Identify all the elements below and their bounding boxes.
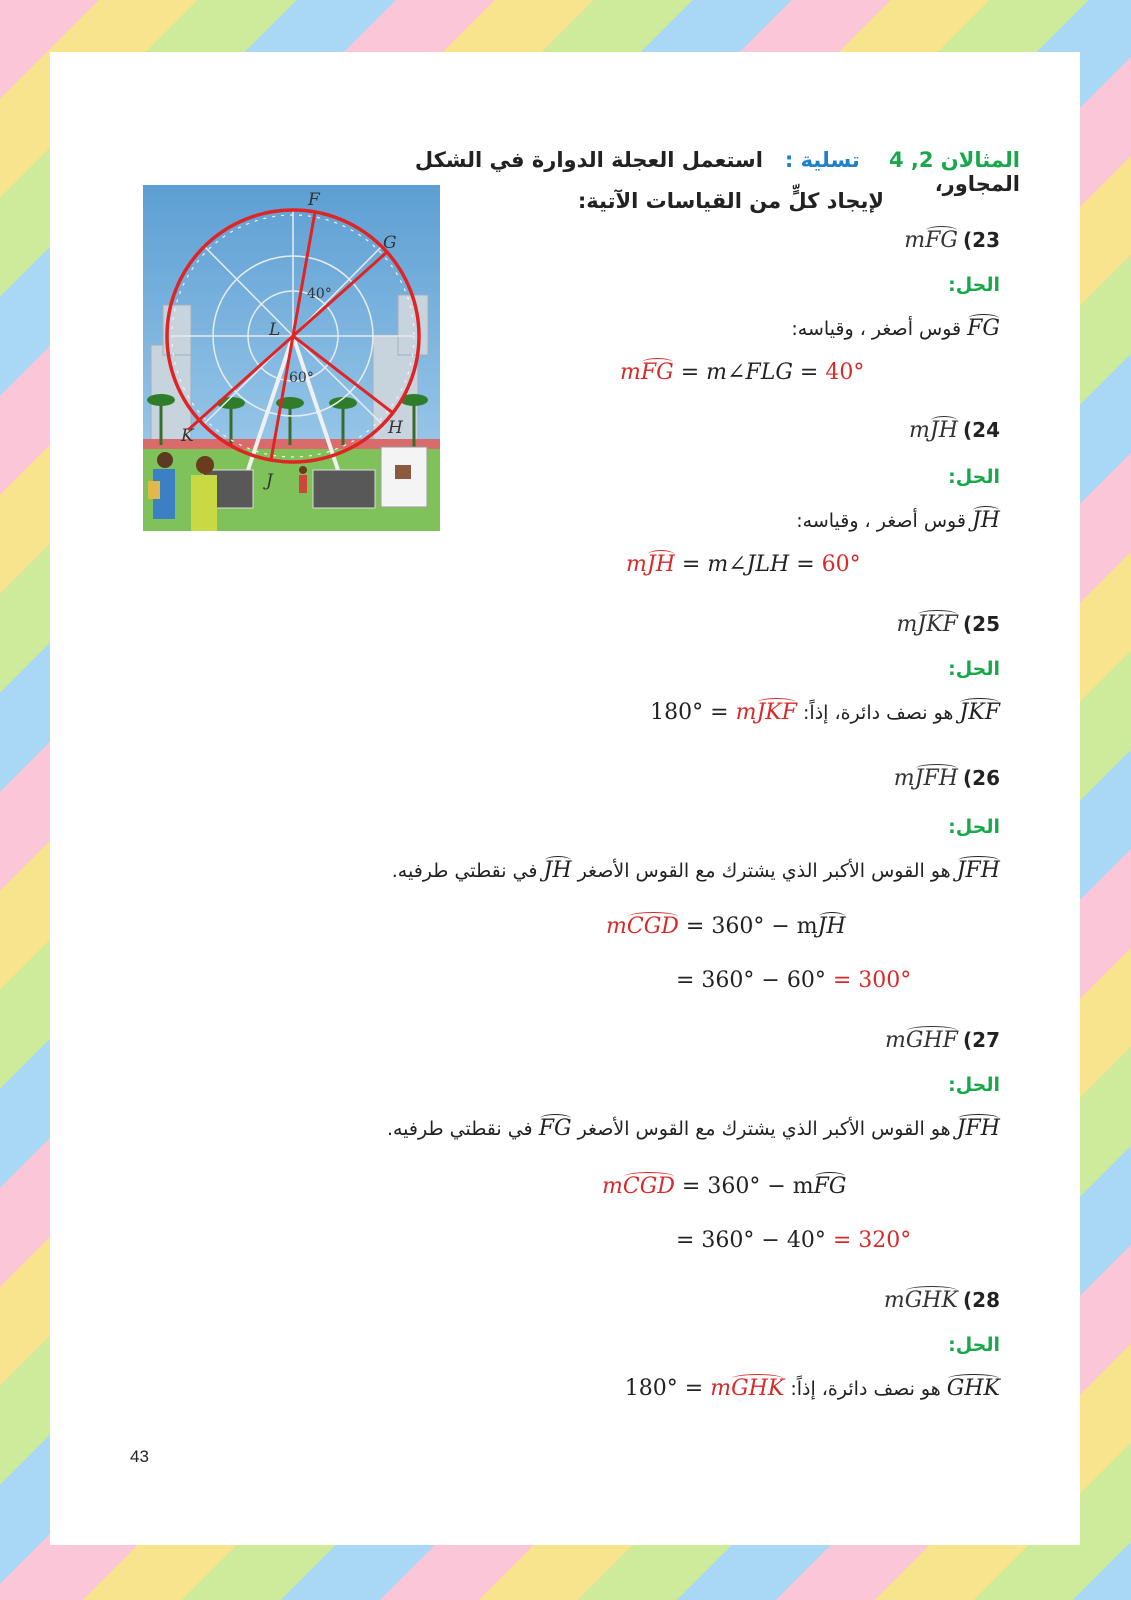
question-27 xyxy=(885,1028,1000,1053)
arc-label: JKF xyxy=(959,700,1000,725)
q26-equation-1 xyxy=(606,914,846,939)
explanation-text: هو القوس الأكبر الذي يشترك مع القوس الأصغر xyxy=(577,1118,951,1140)
q23-explanation xyxy=(791,316,1000,341)
measure-symbol: m xyxy=(626,552,647,577)
question-number: 26) xyxy=(963,766,1000,790)
q24-explanation xyxy=(796,508,1000,533)
measure-symbol: m xyxy=(606,914,627,939)
equation-middle: = 360° − m xyxy=(681,1174,814,1199)
instruction-line-1: استعمل العجلة الدوارة في الشكل المجاور، xyxy=(414,148,1020,196)
question-number: 27) xyxy=(963,1028,1000,1052)
arc-label: JFH xyxy=(956,858,1000,883)
measure-symbol: m xyxy=(896,612,918,637)
equation-value: 180° = xyxy=(624,1376,704,1401)
arc-label: CGD xyxy=(622,1174,675,1199)
q25-explanation xyxy=(650,700,1000,725)
equation-value: 180° = xyxy=(650,700,729,725)
arc-label: JFH xyxy=(956,1116,1000,1141)
arc-label: JKF xyxy=(756,700,797,725)
arc-label: GHK xyxy=(946,1376,1000,1401)
equation-value: = 300° xyxy=(832,968,912,993)
solution-label: الحل: xyxy=(948,816,1000,838)
arc-label: FG xyxy=(813,1174,847,1199)
arc-label: FG xyxy=(925,228,958,253)
solution-label: الحل: xyxy=(948,658,1000,680)
q27-equation-2 xyxy=(676,1228,911,1253)
point-label-j: J xyxy=(266,471,273,491)
arc-label: JH xyxy=(971,508,1000,533)
point-label-h: H xyxy=(388,418,403,438)
equation-value: 60° xyxy=(821,552,861,577)
arc-label: JH xyxy=(817,914,846,939)
question-23 xyxy=(904,228,1000,253)
equation-value: 40° xyxy=(825,360,865,385)
explanation-text-end: في نقطتي طرفيه. xyxy=(391,860,538,882)
q28-explanation xyxy=(625,1376,1000,1401)
arc-label: CGD xyxy=(626,914,679,939)
booth-window xyxy=(395,465,411,479)
explanation-text: هو نصف دائرة، إذاً: xyxy=(803,702,954,724)
equation-middle: = 360° − 60° xyxy=(676,968,826,993)
point-label-g: G xyxy=(383,233,397,253)
point-label-f: F xyxy=(308,190,320,210)
examples-label: المثالان 2, 4 xyxy=(888,148,1020,172)
explanation-text: هو القوس الأكبر الذي يشترك مع القوس الأصغر xyxy=(577,860,951,882)
angle-label-60: 60° xyxy=(289,370,314,386)
measure-symbol: m xyxy=(885,1028,906,1053)
explanation-text: هو نصف دائرة، إذاً: xyxy=(790,1378,941,1400)
equation-middle: = 360° − 40° xyxy=(676,1228,826,1253)
question-24 xyxy=(909,418,1000,443)
arc-label: GHK xyxy=(731,1376,785,1401)
angle-label-40: 40° xyxy=(307,286,332,302)
q27-explanation xyxy=(387,1116,1000,1141)
measure-symbol: m xyxy=(883,1288,905,1313)
question-number: 28) xyxy=(963,1288,1000,1312)
measure-symbol: m xyxy=(909,418,930,443)
explanation-text: قوس أصغر ، وقياسه: xyxy=(791,318,962,340)
solution-label: الحل: xyxy=(948,274,1000,296)
question-number: 24) xyxy=(963,418,1000,442)
q27-equation-1 xyxy=(602,1174,846,1199)
q26-equation-2 xyxy=(676,968,911,993)
measure-symbol: m xyxy=(735,700,757,725)
question-25 xyxy=(897,612,1000,637)
point-label-l: L xyxy=(269,320,281,340)
solution-label: الحل: xyxy=(948,1334,1000,1356)
measure-symbol: m xyxy=(710,1376,732,1401)
equation-middle: = m∠FLG = xyxy=(680,360,819,385)
question-26 xyxy=(894,766,1000,791)
equation-middle: = m∠JLH = xyxy=(681,552,815,577)
solution-label: الحل: xyxy=(948,466,1000,488)
arc-label: JH xyxy=(929,418,958,443)
measure-symbol: m xyxy=(893,766,915,791)
page-number: 43 xyxy=(130,1447,149,1466)
q24-equation xyxy=(626,552,861,577)
explanation-text: قوس أصغر ، وقياسه: xyxy=(796,510,966,532)
ferris-wheel-figure xyxy=(143,185,440,531)
q23-equation xyxy=(620,360,864,385)
point-label-k: K xyxy=(181,426,194,446)
arc-label: FG xyxy=(640,360,674,385)
arc-label: GHK xyxy=(904,1288,958,1313)
q26-explanation xyxy=(392,858,1000,883)
arc-label: GHF xyxy=(905,1028,958,1053)
topic-label: تسلية : xyxy=(784,148,860,172)
measure-symbol: m xyxy=(904,228,926,253)
question-28 xyxy=(884,1288,1000,1313)
measure-symbol: m xyxy=(620,360,641,385)
equation-middle: = 360° − m xyxy=(685,914,818,939)
equation-value: = 320° xyxy=(832,1228,912,1253)
question-number: 25) xyxy=(963,612,1000,636)
question-number: 23) xyxy=(963,228,1000,252)
instruction-line-2: لإيجاد كلٍّ من القياسات الآتية: xyxy=(577,189,884,213)
measure-symbol: m xyxy=(602,1174,623,1199)
arc-label: JKF xyxy=(917,612,958,637)
arc-label: FG xyxy=(967,316,1000,341)
solution-label: الحل: xyxy=(948,1074,1000,1096)
arc-label: FG xyxy=(538,1116,572,1141)
arc-label: JH xyxy=(646,552,675,577)
arc-label: JH xyxy=(543,858,572,883)
explanation-text-end: في نقطتي طرفيه. xyxy=(386,1118,533,1140)
page-sheet xyxy=(50,52,1080,1545)
arc-label: JFH xyxy=(914,766,958,791)
